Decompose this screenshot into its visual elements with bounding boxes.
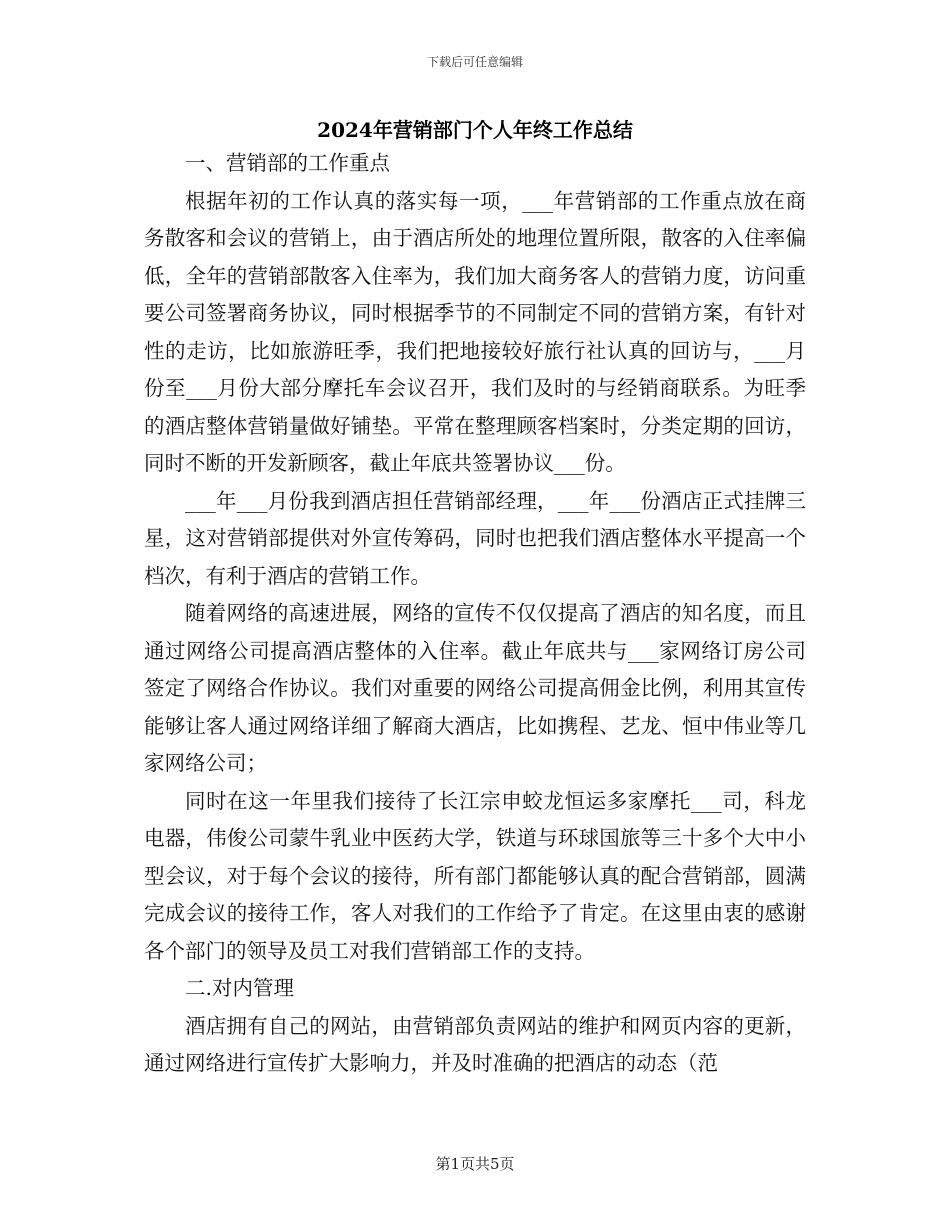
paragraph-3: 随着网络的高速进展，网络的宣传不仅仅提高了酒店的知名度，而且通过网络公司提高酒店整体的入住率。截止年底共与___家网络订房公司签定了网络合作协议。我们对重要的网络公司提高佣金比例，利用其宣传能够让客人通过网络详细了解商大酒店，比如携程、艺龙、恒中伟业等几家网络公司； [144,601,806,775]
paragraph-4: 同时在这一年里我们接待了长江宗申蛟龙恒运多家摩托___司，科龙电器，伟俊公司蒙牛乳业中医药大学，铁道与环球国旅等三十多个大中小型会议，对于每个会议的接待，所有部门都能够认真的配合营销部，圆满完成会议的接待工作，客人对我们的工作给予了肯定。在这里由衷的感谢各个部门的领导及员工对我们营销部工作的支持。 [144,788,806,963]
header-note: 下载后可任意编辑 [426,55,523,69]
paragraph-2: ___年___月份我到酒店担任营销部经理，___年___份酒店正式挂牌三星，这对营销部提供对外宣传筹码，同时也把我们酒店整体水平提高一个档次，有利于酒店的营销工作。 [144,488,806,588]
paragraph-1: 根据年初的工作认真的落实每一项，___年营销部的工作重点放在商务散客和会议的营销上，由于酒店所处的地理位置所限，散客的入住率偏低，全年的营销部散客入住率为，我们加大商务客人的营销力度，访问重要公司签署商务协议，同时根据季节的不同制定不同的营销方案，有针对性的走访，比如旅游旺季，我们把地接较好旅行社认真的回访与，___月份至___月份大部分摩托车会议召开，我们及时的与经销商联系。为旺季的酒店整体营销量做好铺垫。平常在整理顾客档案时，分类定期的回访，同时不断的开发新顾客，截止年底共签署协议___份。 [144,188,806,475]
section-heading-1: 一、营销部的工作重点 [185,151,390,175]
section-heading-2: 二.对内管理 [185,976,295,1000]
paragraph-5: 酒店拥有自己的网站，由营销部负责网站的维护和网页内容的更新，通过网络进行宣传扩大影响力，并及时准确的把酒店的动态（范 [144,1013,806,1075]
document-title: 2024年营销部门个人年终工作总结 [317,118,633,142]
page-footer: 第1页共5页 [435,1155,515,1173]
document-body [144,145,806,1083]
